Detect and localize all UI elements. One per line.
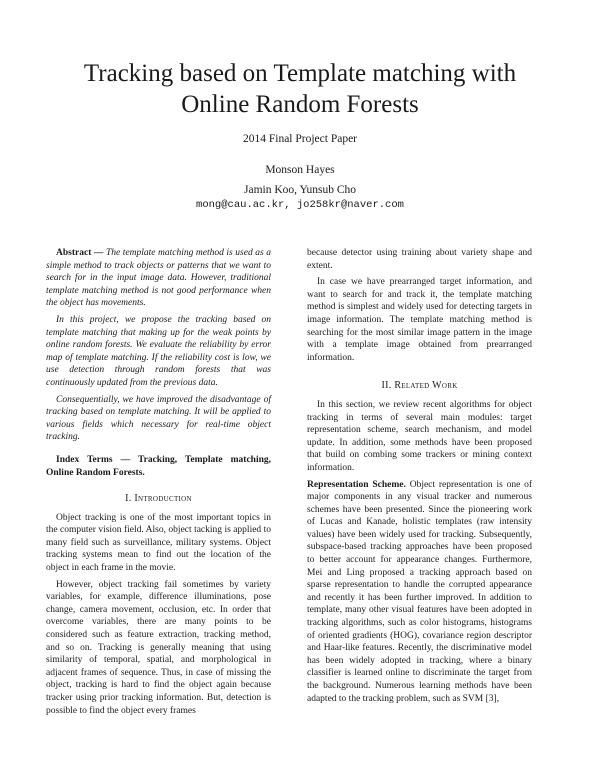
related-paragraph-1: In this section, we review recent algorithms for object tracking in terms of several main modules: target representation scheme, search mechanism, and model update. In addition, some methods have been proposed that build on combing some trackers or mining context information. <box>307 399 532 473</box>
author-primary: Monson Hayes <box>265 164 335 176</box>
abstract-text-1: The template matching method is used as a simple method to track objects or patterns that we want to search for in the input image data. However, traditional template matching method is not good performance when the object has movements. <box>46 248 272 309</box>
index-terms <box>46 454 271 479</box>
section-heading-related-work <box>307 380 532 393</box>
intro-paragraph-1: Object tracking is one of the most important topics in the computer vision field. Also, object tacking is applied to many field such as surveillance, military systems. Object tracking systems mean to find out the location of the object in each frame in the movie. <box>46 512 271 574</box>
representation-scheme-text: Object representation is one of major components in any visual tracker and numerous schemes have been presented. Since the pioneering work of Lucas and Kanade, holistic templates (raw intensity values) have been widely used for tracking. Subsequently, subspace-based tracking approaches have been proposed to better account for appearance changes. Furthermore, Mei and Ling proposed a tracking approach based on sparse representation to handle the corrupted appearance and recently it has been further improved. In addition to template, many other visual features have been adopted in tracking algorithms, such as color histograms, histograms of oriented gradients (HOG), covariance region descriptor and Haar-like features. Recently, the discriminative model has been widely adopted in tracking, where a binary classifier is learned online to discriminate the target from the background. Numerous learning methods have been adapted to the tracking problem, such as SVM [3], <box>307 479 533 704</box>
right-paragraph-2: In case we have prearranged target information, and want to search for and track it, the template matching method is simplest and widely used for detecting targets in image information. The template matching method is searching for the most similar image pattern in the image with a template image obtained from prearranged information. <box>307 277 532 363</box>
index-terms-text: Tracking, Template matching, Online Random Forests. <box>46 454 271 478</box>
left-column <box>46 247 271 721</box>
author-emails: mong@cau.ac.kr, jo258kr@naver.com <box>196 199 404 211</box>
representation-scheme-label: Representation Scheme. <box>307 479 406 490</box>
paper-title <box>40 58 560 120</box>
related-numeral: II. <box>381 380 392 392</box>
subtitle: 2014 Final Project Paper <box>242 133 358 145</box>
title-line-2: Online Random Forests <box>181 91 419 118</box>
right-column <box>307 247 532 709</box>
title-line-1: Tracking based on Template matching with <box>83 60 517 87</box>
abstract-paragraph-2: In this project, we propose the tracking based on template matching that making up for the weak points by online random forests. We evaluate the reliability by error map of template matching. If the reliability cost is low, we use detection through random forests that was continuously updated from the previous data. <box>46 314 271 388</box>
intro-paragraph-2: However, object tracking fail sometimes by variety variables, for example, difference illuminations, pose change, camera movement, occlusion, etc. In order that overcome variables, there are many points to be considered such as feature extraction, tracking method, and so on. Tracking is generally meaning that using similarity of temporal, spatial, and morphological in adjacent frames of sequence. Thus, in case of missing the object, tracking is hard to find the object again because tracker using prior tracking information. But, detection is possible to find the object every frames <box>46 579 271 716</box>
section-heading-introduction <box>46 493 271 506</box>
intro-numeral: I. <box>125 493 132 505</box>
related-heading: Related Work <box>394 380 458 392</box>
intro-heading: Introduction <box>134 493 192 505</box>
abstract-paragraph-1 <box>46 247 271 310</box>
right-paragraph-1: because detector using training about variety shape and extent. <box>307 248 532 271</box>
abstract-label: Abstract — <box>56 248 104 258</box>
related-paragraph-2 <box>307 479 532 706</box>
index-terms-label: Index Terms — <box>56 454 131 465</box>
author-secondary: Jamin Koo, Yunsub Cho <box>243 184 357 196</box>
abstract-paragraph-3: Consequentially, we have improved the disadvantage of tracking based on template matching. It will be applied to various fields which necessary for real-time object tracking. <box>46 394 271 443</box>
